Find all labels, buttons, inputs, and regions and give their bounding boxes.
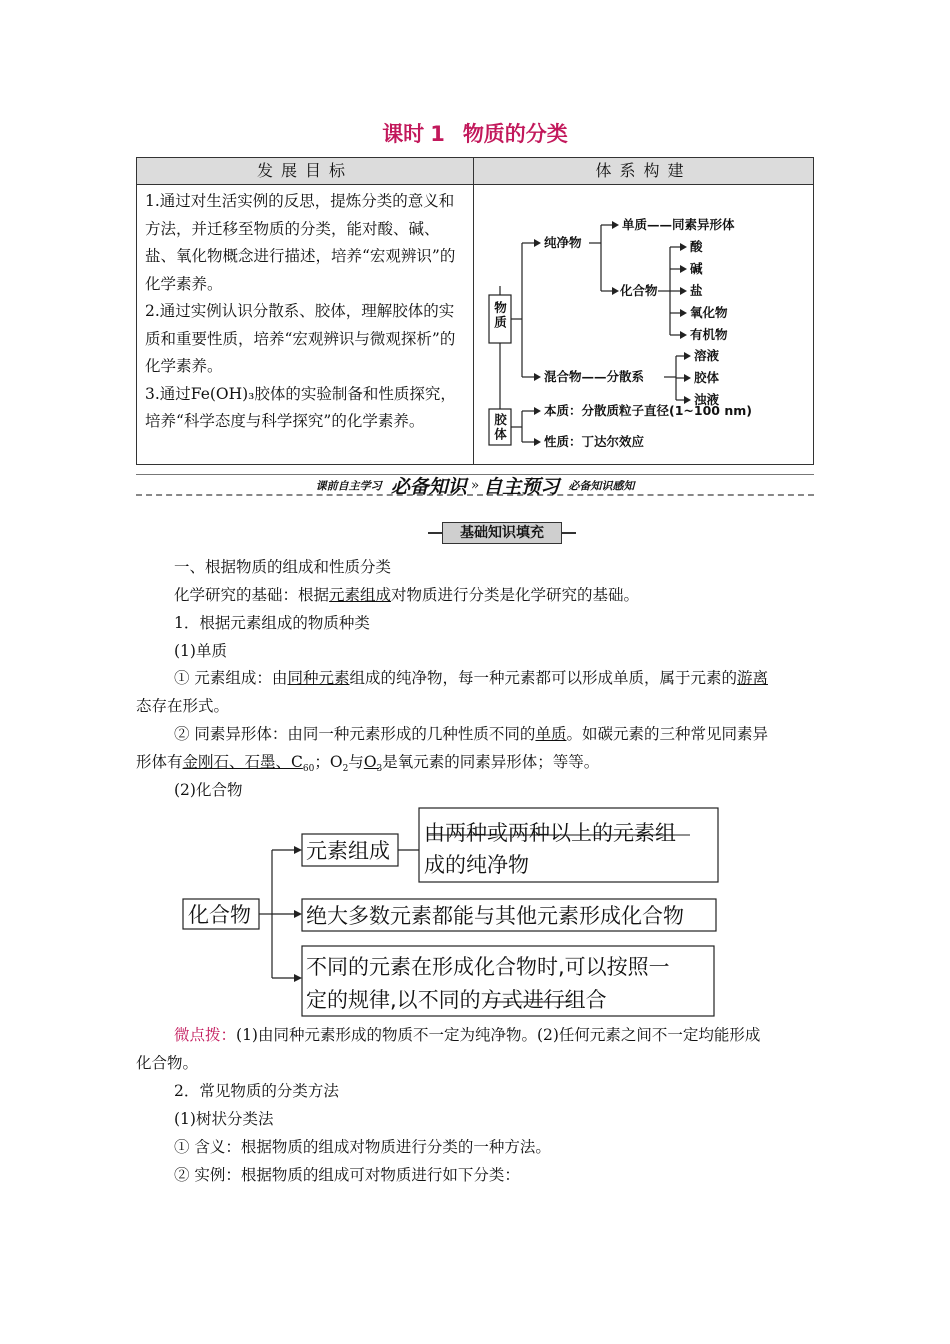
- diagram-branch-3b: 定的规律,以不同的方式进行组合: [306, 988, 607, 1012]
- tree-compound-item: 碱: [690, 261, 703, 276]
- banner-main1: 必备知识: [390, 476, 467, 498]
- arrow-icon: [680, 309, 687, 317]
- tree-root-colloid: 胶体: [492, 413, 508, 442]
- tree-dispersion-item: 溶液: [694, 348, 720, 363]
- double-arrow-icon: »: [470, 477, 480, 494]
- arrow-icon: [294, 910, 302, 918]
- tree-essence: 本质：分散质粒子直径(1~100 nm): [544, 403, 752, 418]
- tip-label: 微点拨：: [174, 1026, 237, 1044]
- diagram-root: 化合物: [188, 903, 251, 927]
- arrow-icon: [294, 974, 302, 982]
- diagram-desc-1: 由两种或两种以上的元素组: [424, 821, 676, 845]
- goal-item: 3.通过Fe(OH)₃胶体的实验制备和性质探究，培养“科学态度与科学探究”的化学素养。: [145, 384, 456, 430]
- tree-dispersion-item: 浊液: [694, 392, 720, 407]
- paragraph: 化学研究的基础：根据元素组成对物质进行分类是化学研究的基础。: [174, 586, 640, 604]
- heading-6: (1)树状分类法: [174, 1110, 274, 1128]
- tree-pure: 纯净物: [544, 235, 582, 250]
- tree-compound: 化合物: [620, 283, 658, 298]
- tree-compound-item: 酸: [690, 239, 703, 254]
- paragraph: 态存在形式。: [136, 697, 230, 715]
- heading-3: (1)单质: [174, 642, 227, 660]
- banner-main2: 自主预习: [483, 476, 560, 498]
- tree-element: 单质——同素异形体: [622, 217, 735, 232]
- arrow-icon: [534, 438, 541, 446]
- header-system: 体系构建: [474, 158, 813, 185]
- arrow-icon: [534, 373, 541, 381]
- tip-paragraph: 微点拨：(1)由同种元素形成的物质不一定为纯净物。(2)任何元素之间不一定均能形成: [174, 1026, 761, 1044]
- arrow-icon: [534, 239, 541, 247]
- tag-label: 基础知识填充: [442, 522, 562, 544]
- page-title: 课时 1 物质的分类: [382, 122, 568, 146]
- arrow-icon: [680, 287, 687, 295]
- tree-dispersion-item: 胶体: [694, 370, 720, 385]
- arrow-icon: [680, 243, 687, 251]
- arrow-icon: [684, 374, 691, 382]
- arrow-icon: [680, 265, 687, 273]
- goals-list: [145, 188, 467, 436]
- heading-2: 1．根据元素组成的物质种类: [174, 614, 370, 632]
- heading-5: 2．常见物质的分类方法: [174, 1082, 339, 1100]
- tree-mixture: 混合物——分散系: [544, 369, 645, 384]
- paragraph: ① 含义：根据物质的组成对物质进行分类的一种方法。: [174, 1138, 551, 1156]
- compound-diagram: [180, 806, 720, 1020]
- diagram-branch-2: 绝大多数元素都能与其他元素形成化合物: [306, 904, 684, 928]
- diagram-branch-1: 元素组成: [306, 839, 390, 863]
- section-banner: [136, 466, 814, 506]
- arrow-icon: [680, 331, 687, 339]
- diagram-branch-3: 不同的元素在形成化合物时,可以按照一: [306, 955, 670, 979]
- banner-right: 必备知识感知: [568, 479, 635, 493]
- tree-compound-item: 盐: [690, 283, 703, 298]
- goal-item: 1.通过对生活实例的反思，提炼分类的意义和方法，并迁移至物质的分类，能对酸、碱、盐、氧化物概念进行描述，培养“宏观辨识”的化学素养。: [145, 192, 456, 293]
- classification-tree: [474, 185, 814, 465]
- tip-paragraph: 化合物。: [136, 1054, 199, 1072]
- paragraph: ① 元素组成：由同种元素组成的纯净物，每一种元素都可以形成单质，属于元素的游离: [174, 669, 768, 687]
- diagram-desc-1b: 成的纯净物: [424, 853, 529, 877]
- goal-item: 2.通过实例认识分散系、胶体，理解胶体的实质和重要性质，培养“宏观辨识与微观探析”的化学素养。: [145, 302, 456, 375]
- tree-compound-item: 有机物: [690, 327, 728, 342]
- tree-root-matter: 物质: [492, 301, 508, 330]
- header-goals: 发展目标: [137, 158, 474, 185]
- arrow-icon: [612, 287, 619, 295]
- paragraph: ② 实例：根据物质的组成可对物质进行如下分类：: [174, 1166, 520, 1184]
- overview-table: [136, 157, 814, 465]
- banner-left: 课前自主学习: [315, 479, 382, 493]
- paragraph: ② 同素异形体：由同一种元素形成的几种性质不同的单质。如碳元素的三种常见同素异: [174, 725, 768, 743]
- heading-4: (2)化合物: [174, 781, 243, 799]
- arrow-icon: [612, 221, 619, 229]
- section-tag: [428, 522, 576, 544]
- paragraph: 形体有金刚石、石墨、$C_{60}$；$O_2$与$O_3$是氧元素的同素异形体；等等。: [136, 753, 600, 775]
- tree-compound-item: 氧化物: [690, 305, 728, 320]
- arrow-icon: [534, 407, 541, 415]
- arrow-icon: [294, 846, 302, 854]
- heading-1: 一、根据物质的组成和性质分类: [174, 558, 392, 576]
- arrow-icon: [684, 352, 691, 360]
- tree-property: 性质：丁达尔效应: [544, 434, 645, 449]
